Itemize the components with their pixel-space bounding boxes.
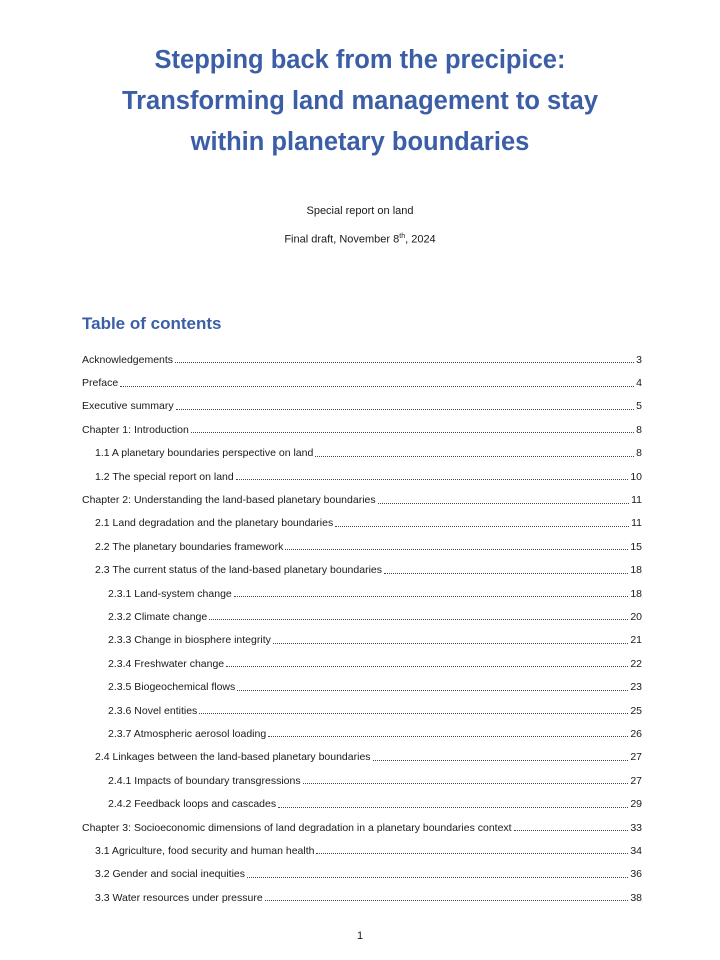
toc-entry-title: 2.3.5 Biogeochemical flows	[108, 681, 236, 694]
toc-entry-title: 3.2 Gender and social inequities	[95, 868, 246, 881]
toc-entry[interactable]	[82, 512, 642, 535]
toc-entry[interactable]	[82, 629, 642, 652]
toc-entry-title: 2.4.2 Feedback loops and cascades	[108, 798, 277, 811]
toc-entry[interactable]	[82, 816, 642, 839]
toc-entry-title: 2.3.1 Land-system change	[108, 587, 232, 600]
toc-dot-leader	[176, 409, 635, 410]
toc-entry-title: 3.3 Water resources under pressure	[95, 891, 263, 904]
toc-entry[interactable]	[82, 839, 642, 862]
toc-entry[interactable]	[82, 605, 642, 628]
toc-dot-leader	[199, 713, 628, 714]
toc-entry-title: 2.4.1 Impacts of boundary transgressions	[108, 774, 301, 787]
toc-dot-leader	[316, 853, 628, 854]
draft-date-suffix: th	[399, 233, 406, 240]
toc-entry-title: 2.4 Linkages between the land-based planetary boundaries	[95, 751, 371, 764]
toc-entry-page: 23	[630, 681, 642, 694]
toc-dot-leader	[373, 760, 629, 761]
toc-entry-title: 2.3.7 Atmospheric aerosol loading	[108, 727, 267, 740]
toc-dot-leader	[378, 503, 629, 504]
toc-entry-title: 2.3.4 Freshwater change	[108, 657, 225, 670]
toc-entry-title: 1.2 The special report on land	[95, 470, 234, 483]
toc-entry[interactable]	[82, 395, 642, 418]
toc-entry-title: Acknowledgements	[82, 353, 174, 366]
toc-entry-page: 34	[630, 844, 642, 857]
toc-entry-page: 4	[636, 377, 642, 390]
toc-entry-title: 2.3.2 Climate change	[108, 610, 208, 623]
toc-entry[interactable]	[82, 582, 642, 605]
toc-entry[interactable]	[82, 418, 642, 441]
toc-entry[interactable]	[82, 769, 642, 792]
toc-entry[interactable]	[82, 442, 642, 465]
toc-dot-leader	[226, 666, 628, 667]
toc-entry-title: 2.2 The planetary boundaries framework	[95, 540, 284, 553]
toc-entry[interactable]	[82, 371, 642, 394]
toc-entry[interactable]	[82, 465, 642, 488]
toc-entry-title: 2.3.3 Change in biosphere integrity	[108, 634, 271, 647]
page-number: 1	[356, 930, 364, 942]
toc-entry-page: 3	[636, 353, 642, 366]
toc-entry-page: 18	[630, 587, 642, 600]
toc-entry-title: Chapter 3: Socioeconomic dimensions of land degradation in a planetary boundaries context	[82, 821, 512, 834]
toc-entry-page: 27	[630, 751, 642, 764]
toc-entry[interactable]	[82, 348, 642, 371]
toc-dot-leader	[315, 456, 634, 457]
toc-entry-page: 8	[636, 447, 642, 460]
toc-entry-page: 27	[630, 774, 642, 787]
toc-entry[interactable]	[82, 535, 642, 558]
toc-entry[interactable]	[82, 886, 642, 909]
toc-entry[interactable]	[82, 699, 642, 722]
toc-dot-leader	[273, 643, 628, 644]
toc-entry-page: 26	[630, 727, 642, 740]
toc-entry[interactable]	[82, 675, 642, 698]
document-title	[0, 40, 720, 163]
title-line-3: within planetary boundaries	[190, 128, 530, 156]
toc-entry-title: 2.3.6 Novel entities	[108, 704, 198, 717]
draft-date-year: , 2024	[405, 233, 436, 246]
draft-date	[0, 233, 720, 246]
toc-entry-title: Chapter 2: Understanding the land-based planetary boundaries	[82, 494, 376, 507]
report-type: Special report on land	[306, 205, 414, 217]
toc-entry-page: 38	[630, 891, 642, 904]
toc-dot-leader	[236, 479, 629, 480]
toc-entry[interactable]	[82, 488, 642, 511]
toc-dot-leader	[285, 549, 628, 550]
toc-entry-page: 8	[636, 423, 642, 436]
toc-entry-title: Executive summary	[82, 400, 174, 413]
toc-dot-leader	[120, 386, 634, 387]
table-of-contents	[82, 348, 642, 909]
toc-entry-page: 11	[631, 494, 642, 507]
toc-dot-leader	[247, 877, 628, 878]
toc-dot-leader	[303, 783, 629, 784]
toc-entry-title: 2.1 Land degradation and the planetary boundaries	[95, 517, 334, 530]
toc-entry[interactable]	[82, 792, 642, 815]
toc-entry[interactable]	[82, 559, 642, 582]
toc-dot-leader	[514, 830, 629, 831]
toc-entry-page: 10	[630, 470, 642, 483]
toc-entry-page: 36	[630, 868, 642, 881]
toc-dot-leader	[268, 736, 628, 737]
toc-entry-title: 3.1 Agriculture, food security and human health	[95, 844, 315, 857]
toc-entry-title: 2.3 The current status of the land-based planetary boundaries	[95, 564, 382, 577]
toc-entry[interactable]	[82, 652, 642, 675]
toc-entry-title: Chapter 1: Introduction	[82, 423, 189, 436]
toc-entry[interactable]	[82, 746, 642, 769]
toc-entry-page: 33	[630, 821, 642, 834]
toc-entry[interactable]	[82, 722, 642, 745]
toc-entry-title: Preface	[82, 377, 119, 390]
toc-entry-page: 15	[630, 540, 642, 553]
toc-dot-leader	[335, 526, 629, 527]
title-line-1: Stepping back from the precipice:	[154, 46, 566, 74]
toc-dot-leader	[278, 807, 628, 808]
toc-dot-leader	[209, 619, 628, 620]
draft-date-prefix: Final draft, November 8	[284, 233, 400, 246]
toc-entry-page: 21	[630, 634, 642, 647]
toc-entry-page: 5	[636, 400, 642, 413]
toc-entry-page: 18	[630, 564, 642, 577]
toc-heading: Table of contents	[82, 314, 222, 333]
toc-entry-page: 11	[631, 517, 642, 530]
toc-entry-page: 20	[630, 610, 642, 623]
toc-dot-leader	[384, 573, 628, 574]
toc-dot-leader	[265, 900, 629, 901]
toc-dot-leader	[237, 690, 628, 691]
toc-entry-page: 29	[630, 798, 642, 811]
toc-entry-title: 1.1 A planetary boundaries perspective on land	[95, 447, 314, 460]
toc-dot-leader	[234, 596, 629, 597]
toc-dot-leader	[191, 432, 634, 433]
title-line-2: Transforming land management to stay	[121, 87, 599, 115]
toc-entry[interactable]	[82, 863, 642, 886]
toc-dot-leader	[175, 362, 634, 363]
toc-entry-page: 22	[630, 657, 642, 670]
toc-entry-page: 25	[630, 704, 642, 717]
